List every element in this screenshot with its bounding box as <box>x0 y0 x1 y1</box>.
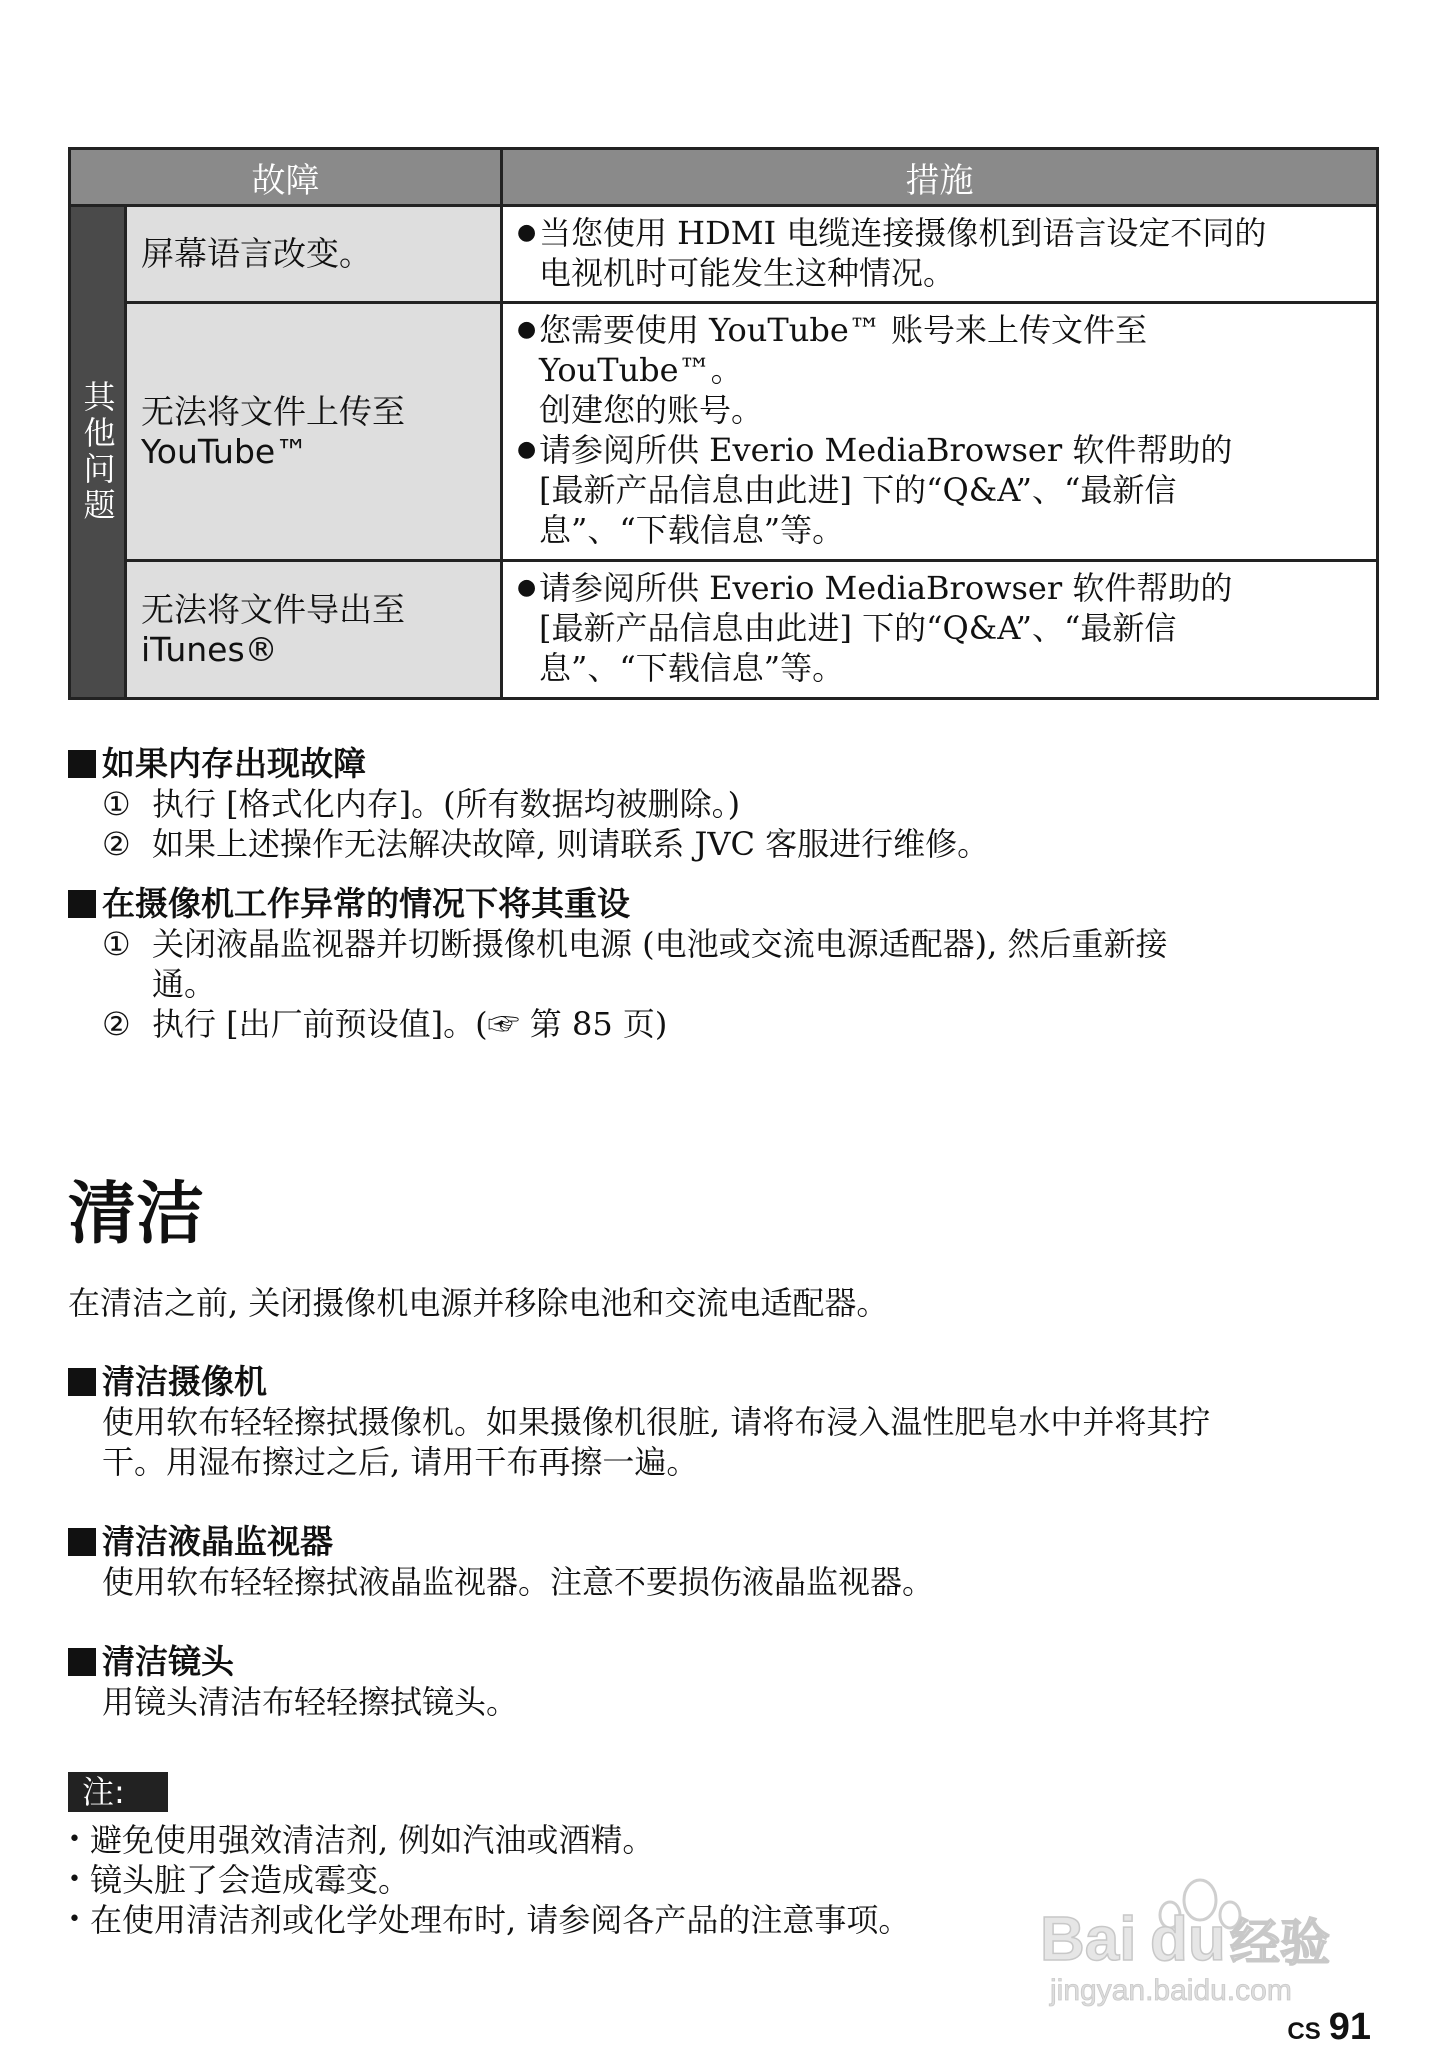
table-row <box>70 561 1378 699</box>
category-cell <box>70 206 126 699</box>
problem-text: iTunes® <box>141 629 278 669</box>
action-item <box>517 430 1366 550</box>
svg-text:Bai: Bai <box>1040 1905 1137 1974</box>
note-label: 注: <box>68 1772 168 1812</box>
square-bullet-icon <box>68 1648 96 1676</box>
action-cell <box>502 303 1378 561</box>
problem-text: 无法将文件上传至 <box>141 391 405 431</box>
action-item <box>517 310 1366 430</box>
table-header-row <box>70 149 1378 206</box>
section-heading <box>68 744 1378 784</box>
header-problem: 故障 <box>70 149 502 206</box>
step-item <box>68 824 1378 864</box>
step-item <box>68 1004 1378 1044</box>
memory-section <box>68 744 1378 864</box>
header-action: 措施 <box>502 149 1378 206</box>
section-heading <box>68 1642 1378 1682</box>
problem-text: YouTube™ <box>141 431 309 471</box>
note-text: 避免使用强效清洁剂, 例如汽油或酒精。 <box>90 1821 655 1859</box>
reset-section <box>68 884 1378 1044</box>
action-item <box>517 568 1366 688</box>
list-item <box>68 1900 910 1940</box>
svg-text:jingyan.baidu.com: jingyan.baidu.com <box>1050 1974 1292 2007</box>
note-text: 镜头脏了会造成霉变。 <box>90 1861 411 1899</box>
action-text: 请参阅所供 Everio MediaBrowser 软件帮助的 [最新产品信息由此进] 下的“Q&A”、“最新信 息”、“下载信息”等。 <box>539 569 1233 687</box>
svg-text:du: du <box>1150 1905 1226 1974</box>
intro-text: 在清洁之前, 关闭摄像机电源并移除电池和交流电适配器。 <box>68 1284 889 1322</box>
list-item <box>68 1820 910 1860</box>
page-title: 清洁 <box>68 1175 205 1254</box>
action-item <box>517 213 1366 293</box>
problem-cell <box>126 303 502 561</box>
problem-text: 屏幕语言改变。 <box>141 234 372 273</box>
step-number: ② <box>102 825 131 863</box>
step-number: ① <box>102 785 131 823</box>
square-bullet-icon <box>68 1368 96 1396</box>
problem-cell <box>126 206 502 303</box>
troubleshooting-table <box>68 147 1379 700</box>
bullet-icon: ● <box>517 220 537 245</box>
square-bullet-icon <box>68 890 96 918</box>
bullet-icon: ● <box>517 317 537 342</box>
heading-text: 在摄像机工作异常的情况下将其重设 <box>102 884 630 923</box>
bullet-icon: • <box>68 1827 81 1852</box>
section-heading <box>68 884 1378 924</box>
bullet-icon: • <box>68 1867 81 1892</box>
step-text: 关闭液晶监视器并切断摄像机电源 (电池或交流电源适配器), 然后重新接 通。 <box>152 925 1168 1003</box>
step-item <box>68 784 1378 824</box>
action-text: 您需要使用 YouTube™ 账号来上传文件至 YouTube™。 创建您的账号。 <box>539 311 1147 429</box>
action-text: 请参阅所供 Everio MediaBrowser 软件帮助的 [最新产品信息由此进] 下的“Q&A”、“最新信 息”、“下载信息”等。 <box>539 431 1233 549</box>
note-text: 在使用清洁剂或化学处理布时, 请参阅各产品的注意事项。 <box>90 1901 911 1939</box>
body-text: 使用软布轻轻擦拭摄像机。如果摄像机很脏, 请将布浸入温性肥皂水中并将其拧 干。用湿布擦过之后, 请用干布再擦一遍。 <box>102 1403 1211 1481</box>
step-text: 如果上述操作无法解决故障, 则请联系 JVC 客服进行维修。 <box>152 825 990 863</box>
step-text: 执行 [格式化内存]。(所有数据均被删除。) <box>152 785 741 823</box>
square-bullet-icon <box>68 1528 96 1556</box>
step-text: 执行 [出厂前预设值]。(☞ 第 85 页) <box>152 1005 668 1043</box>
action-text: 当您使用 HDMI 电缆连接摄像机到语言设定不同的 电视机时可能发生这种情况。 <box>539 214 1267 292</box>
language-code: CS <box>1287 2018 1321 2045</box>
heading-text: 如果内存出现故障 <box>102 744 366 783</box>
page-number <box>1287 2006 1371 2049</box>
body-text: 用镜头清洁布轻轻擦拭镜头。 <box>102 1683 519 1721</box>
step-item <box>68 924 1378 1004</box>
cleaning-item <box>68 1642 1378 1722</box>
bullet-icon: ● <box>517 575 537 600</box>
body-text: 使用软布轻轻擦拭液晶监视器。注意不要损伤液晶监视器。 <box>102 1563 935 1601</box>
cleaning-item <box>68 1362 1378 1482</box>
table-row <box>70 303 1378 561</box>
action-cell <box>502 206 1378 303</box>
section-heading <box>68 1362 1378 1402</box>
section-heading <box>68 1522 1378 1562</box>
table-row <box>70 206 1378 303</box>
action-cell <box>502 561 1378 699</box>
svg-text:经验: 经验 <box>1230 1914 1330 1972</box>
page-number-value: 91 <box>1328 2006 1371 2048</box>
heading-text: 清洁摄像机 <box>102 1362 267 1401</box>
note-list <box>68 1820 910 1940</box>
category-label: 其他问题 <box>78 380 117 524</box>
cleaning-item <box>68 1522 1378 1602</box>
heading-text: 清洁镜头 <box>102 1642 234 1681</box>
bullet-icon: • <box>68 1907 81 1932</box>
square-bullet-icon <box>68 750 96 778</box>
bullet-icon: ● <box>517 437 537 462</box>
baidu-watermark-logo <box>1030 1860 1370 2010</box>
problem-cell <box>126 561 502 699</box>
step-number: ① <box>102 925 131 963</box>
heading-text: 清洁液晶监视器 <box>102 1522 333 1561</box>
list-item <box>68 1860 910 1900</box>
problem-text: 无法将文件导出至 <box>141 589 405 629</box>
step-number: ② <box>102 1005 131 1043</box>
